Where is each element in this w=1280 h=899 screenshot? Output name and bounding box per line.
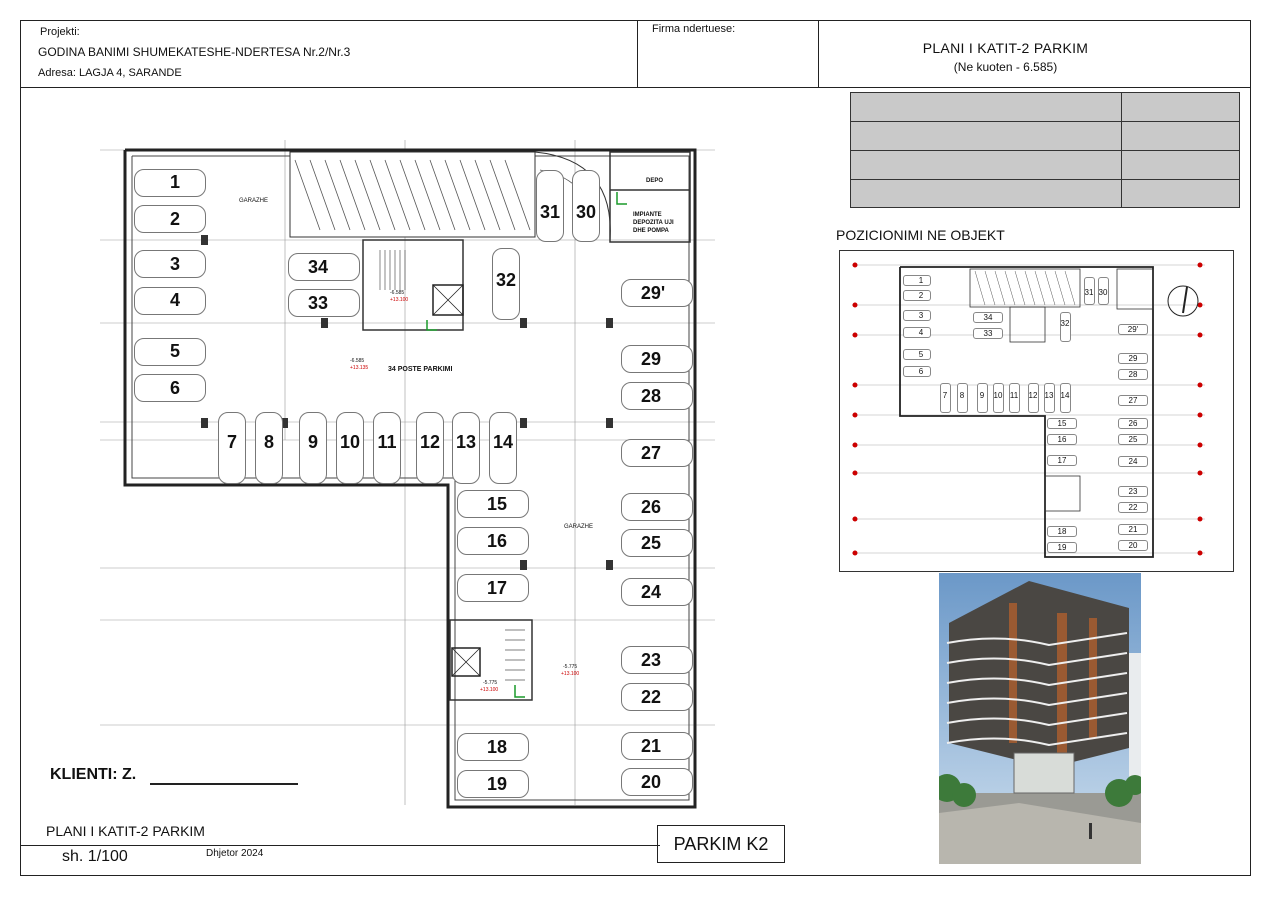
spot-number: 34 xyxy=(307,257,329,277)
spot-number: 20 xyxy=(640,772,662,792)
poste-label: 34 POSTE PARKIMI xyxy=(388,366,453,373)
mini-spot-number: 16 xyxy=(1057,435,1067,444)
mini-spot-number: 3 xyxy=(918,311,924,320)
level-mark: +13.100 xyxy=(561,671,580,677)
level-mark: -6.585 xyxy=(350,358,365,364)
spot-number: 3 xyxy=(169,254,180,274)
spot-number: 28 xyxy=(640,386,662,406)
project-address: Adresa: LAGJA 4, SARANDE xyxy=(38,67,182,79)
legend-row xyxy=(851,93,1239,122)
level-mark: +13.135 xyxy=(350,365,369,371)
mini-spot-number: 28 xyxy=(1128,370,1138,379)
mini-spot-number: 14 xyxy=(1060,391,1070,400)
spot-number: 21 xyxy=(640,736,662,756)
legend-row xyxy=(851,151,1239,180)
spot-number: 25 xyxy=(640,533,662,553)
spot-number: 9 xyxy=(307,432,318,452)
position-minimap xyxy=(839,250,1234,572)
mini-spot-number: 24 xyxy=(1128,457,1138,466)
spot-number: 19 xyxy=(486,774,508,794)
mini-spot-number: 27 xyxy=(1128,396,1138,405)
spot-number: 7 xyxy=(226,432,237,452)
mini-spot-number: 34 xyxy=(983,313,993,322)
plan-subtitle: (Ne kuoten - 6.585) xyxy=(953,60,1058,74)
mini-spot-number: 29' xyxy=(1127,325,1139,334)
scale-label: sh. 1/100 xyxy=(62,848,128,865)
level-mark: -6.585 xyxy=(390,290,405,296)
mini-spot-number: 20 xyxy=(1128,541,1138,550)
spot-number: 22 xyxy=(640,687,662,707)
spot-number: 30 xyxy=(575,202,597,222)
depo-label: DEPO xyxy=(646,178,664,184)
mini-spot-number: 8 xyxy=(959,391,965,400)
mini-spot-number: 18 xyxy=(1057,527,1067,536)
spot-number: 31 xyxy=(539,202,561,222)
spot-number: 4 xyxy=(169,290,180,310)
garazhe-label: GARAZHE xyxy=(239,198,269,204)
mini-spot-number: 6 xyxy=(918,367,924,376)
klienti-signature-line xyxy=(150,783,298,785)
spot-number: 15 xyxy=(486,494,508,514)
spot-number: 12 xyxy=(419,432,441,452)
spot-number: 13 xyxy=(455,432,477,452)
mini-spot-number: 22 xyxy=(1128,503,1138,512)
spot-number: 23 xyxy=(640,650,662,670)
mini-spot-number: 2 xyxy=(918,291,924,300)
spot-number: 18 xyxy=(486,737,508,757)
spot-number: 29' xyxy=(640,283,666,303)
mini-spot-number: 33 xyxy=(983,329,993,338)
spot-number: 27 xyxy=(640,443,662,463)
spot-number: 10 xyxy=(339,432,361,452)
header-divider xyxy=(20,87,1251,88)
spot-number: 6 xyxy=(169,378,180,398)
plan-title: PLANI I KATIT-2 PARKIM xyxy=(922,40,1089,56)
mini-spot-number: 29 xyxy=(1128,354,1138,363)
spot-number: 24 xyxy=(640,582,662,602)
mini-spot-number: 30 xyxy=(1098,288,1108,297)
mini-spot-number: 9 xyxy=(979,391,985,400)
projekti-label: Projekti: xyxy=(40,26,80,38)
mini-spot-number: 21 xyxy=(1128,525,1138,534)
project-name: GODINA BANIMI SHUMEKATESHE-NDERTESA Nr.2/Nr.3 xyxy=(38,45,351,59)
impiante-label: IMPIANTE xyxy=(633,212,662,218)
garazhe-label: GARAZHE xyxy=(564,524,594,530)
mini-spot-number: 12 xyxy=(1028,391,1038,400)
spot-number: 26 xyxy=(640,497,662,517)
spot-number: 8 xyxy=(263,432,274,452)
mini-spot-number: 11 xyxy=(1009,391,1019,400)
spot-number: 33 xyxy=(307,293,329,313)
building-render-image xyxy=(939,573,1141,864)
mini-spot-number: 26 xyxy=(1128,419,1138,428)
legend-table xyxy=(850,92,1240,208)
spot-number: 29 xyxy=(640,349,662,369)
mini-spot-number: 10 xyxy=(993,391,1003,400)
legend-col-divider xyxy=(1121,93,1122,207)
mini-spot-number: 15 xyxy=(1057,419,1067,428)
mini-spot-number: 19 xyxy=(1057,543,1067,552)
position-title: POZICIONIMI NE OBJEKT xyxy=(836,227,1005,243)
footer-divider xyxy=(20,845,660,846)
mini-spot-number: 1 xyxy=(918,276,924,285)
level-mark: +13.100 xyxy=(390,297,409,303)
spot-number: 1 xyxy=(169,172,180,192)
mini-spot-number: 32 xyxy=(1060,319,1070,328)
spot-number: 32 xyxy=(495,270,517,290)
spot-number: 16 xyxy=(486,531,508,551)
impiante-label: DHE POMPA xyxy=(633,228,669,234)
mini-spot-number: 31 xyxy=(1084,288,1094,297)
spot-number: 5 xyxy=(169,341,180,361)
klienti-label: KLIENTI: Z. xyxy=(50,766,137,783)
mini-spot-number: 7 xyxy=(942,391,948,400)
mini-spot-number: 5 xyxy=(918,350,924,359)
mini-spot-number: 25 xyxy=(1128,435,1138,444)
legend-row xyxy=(851,122,1239,151)
header-col-divider-1 xyxy=(637,20,638,87)
spot-number: 17 xyxy=(486,578,508,598)
mini-spot-number: 17 xyxy=(1057,456,1067,465)
spot-number: 14 xyxy=(492,432,514,452)
level-mark: -5.775 xyxy=(483,680,498,686)
impiante-label: DEPOZITA UJI xyxy=(633,220,674,226)
parkim-box: PARKIM K2 xyxy=(657,825,785,863)
level-mark: -5.775 xyxy=(563,664,578,670)
firma-label: Firma ndertuese: xyxy=(652,23,736,35)
mini-spot-number: 23 xyxy=(1128,487,1138,496)
date-label: Dhjetor 2024 xyxy=(206,848,264,859)
spot-number: 2 xyxy=(169,209,180,229)
level-mark: +13.100 xyxy=(480,687,499,693)
footer-plan-label: PLANI I KATIT-2 PARKIM xyxy=(46,823,205,839)
mini-spot-number: 13 xyxy=(1044,391,1054,400)
spot-number: 11 xyxy=(377,432,397,452)
mini-spot-number: 4 xyxy=(918,328,924,337)
